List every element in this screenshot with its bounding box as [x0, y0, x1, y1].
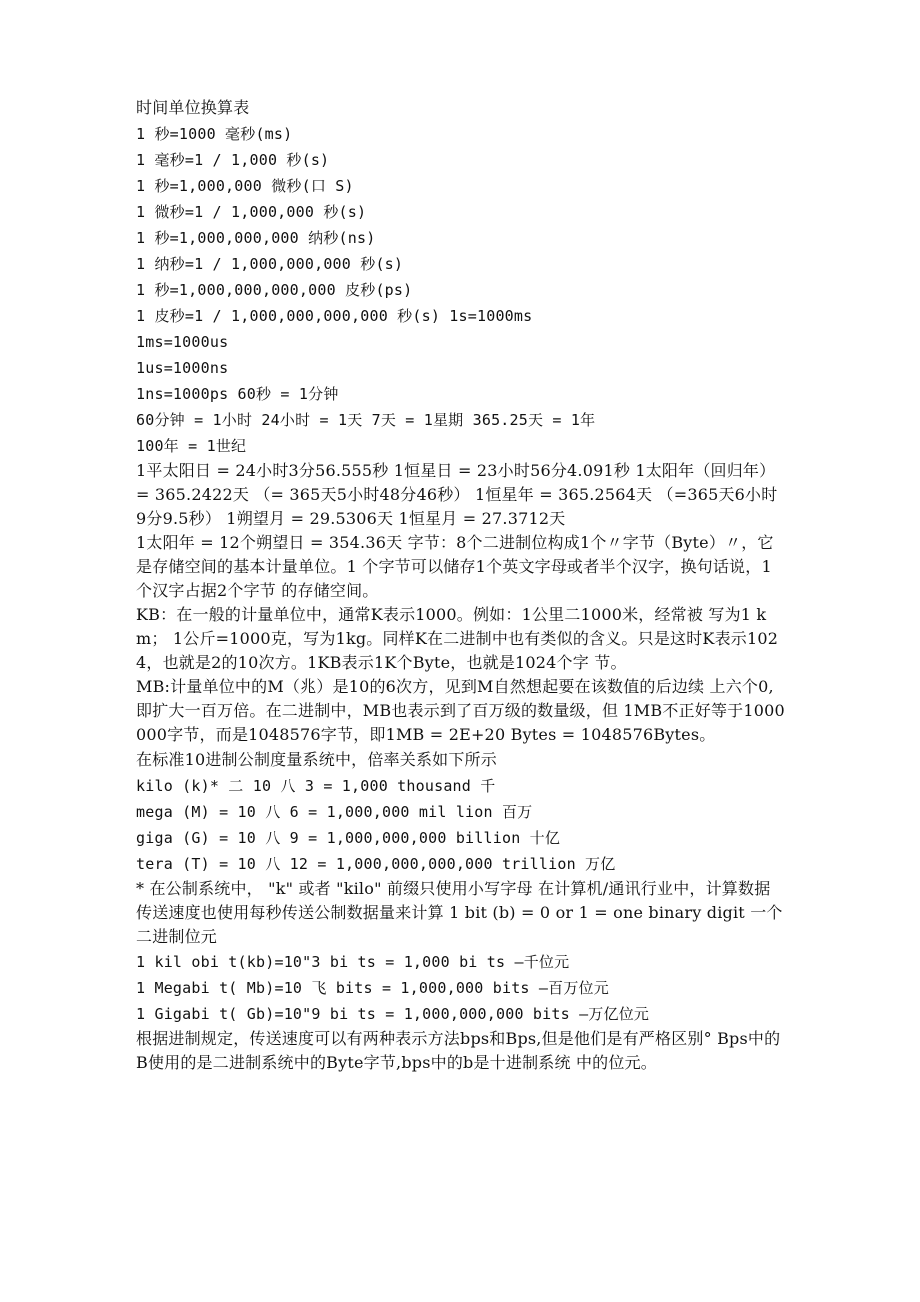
text-line: mega (M) = 10 八 6 = 1,000,000 mil lion 百万 [136, 803, 533, 821]
text-line: 60分钟 = 1小时 24小时 = 1天 7天 = 1星期 365.25天 = 1年 [136, 411, 596, 429]
text-line: 1 秒=1,000,000,000,000 皮秒(ps) [136, 281, 413, 299]
text-line: 1ms=1000us [136, 333, 229, 351]
text-line: 1 纳秒=1 / 1,000,000,000 秒(s) [136, 255, 404, 273]
paragraph-astronomical-time: 1平太阳日 = 24小时3分56.555秒 1恒星日 = 23小时56分4.091秒 1太阳年（回归年） = 365.2422天 （= 365天5小时48分46秒） 1恒星年 = 365.2564天 （=365天6小时9分9.5秒） 1朔望月 = 29.5306天 1恒星月 = 27.3712天 [136, 461, 781, 528]
text-line: 1us=1000ns [136, 359, 229, 377]
paragraph-kb: KB：在一般的计量单位中，通常K表示1000。例如：1公里二1000米，经常被 写为1 km； 1公斤=1000克，写为1kg。同样K在二进制中也有类似的含义。只是这时K表示1024，也就是2的10次方。1KB表示1K个Byte，也就是1024个字 节。 [136, 605, 779, 672]
text-line: 1ns=1000ps 60秒 = 1分钟 [136, 385, 339, 403]
document-title: 时间单位换算表 [136, 98, 250, 117]
text-line: 1 Megabi t( Mb)=10 飞 bits = 1,000,000 bits —百万位元 [136, 979, 609, 997]
text-line: giga (G) = 10 八 9 = 1,000,000,000 billion 十亿 [136, 829, 561, 847]
text-line: 1 秒=1000 毫秒(ms) [136, 125, 293, 143]
text-line: 在标准10进制公制度量系统中，倍率关系如下所示 [136, 750, 497, 769]
paragraph-byte: 1太阳年 = 12个朔望日 = 354.36天 字节：8个二进制位构成1个〃字节（Byte）〃，它是存储空间的基本计量单位。1 个字节可以储存1个英文字母或者半个汉字，换句话说，1个汉字占据2个字节 的存储空间。 [136, 533, 774, 600]
text-line: 1 微秒=1 / 1,000,000 秒(s) [136, 203, 367, 221]
text-line: 1 毫秒=1 / 1,000 秒(s) [136, 151, 330, 169]
text-line: tera (T) = 10 八 12 = 1,000,000,000,000 trillion 万亿 [136, 855, 616, 873]
text-line: 1 Gigabi t( Gb)=10"9 bi ts = 1,000,000,000 bits —万亿位元 [136, 1005, 650, 1023]
paragraph-metric-note: * 在公制系统中， "k" 或者 "kilo" 前缀只使用小写字母 在计算机/通讯行业中，计算数据传送速度也使用每秒传送公制数据量来计算 1 bit (b) = 0 or 1 = one binary digit 一个二进制位元 [136, 879, 783, 946]
text-line: 1 皮秒=1 / 1,000,000,000,000 秒(s) 1s=1000ms [136, 307, 533, 325]
text-line: 1 秒=1,000,000,000 纳秒(ns) [136, 229, 376, 247]
paragraph-bps: 根据进制规定，传送速度可以有两种表示方法bps和Bps,但是他们是有严格区别° Bps中的B使用的是二进制系统中的Byte字节,bps中的b是十进制系统 中的位元。 [136, 1029, 781, 1072]
text-line: kilo (k)* 二 10 八 3 = 1,000 thousand 千 [136, 777, 496, 795]
text-line: 100年 = 1世纪 [136, 437, 247, 455]
text-line: 1 kil obi t(kb)=10"3 bi ts = 1,000 bi ts —千位元 [136, 953, 570, 971]
document-body [136, 95, 786, 1075]
paragraph-mb: MB:计量单位中的M（兆）是10的6次方，见到M自然想起要在该数值的后边续 上六个0,即扩大一百万倍。在二进制中，MB也表示到了百万级的数量级，但 1MB不正好等于1000000字节，而是1048576字节，即1MB = 2E+20 Bytes = 1048576Bytes。 [136, 677, 785, 744]
text-line: 1 秒=1,000,000 微秒(口 S) [136, 177, 354, 195]
